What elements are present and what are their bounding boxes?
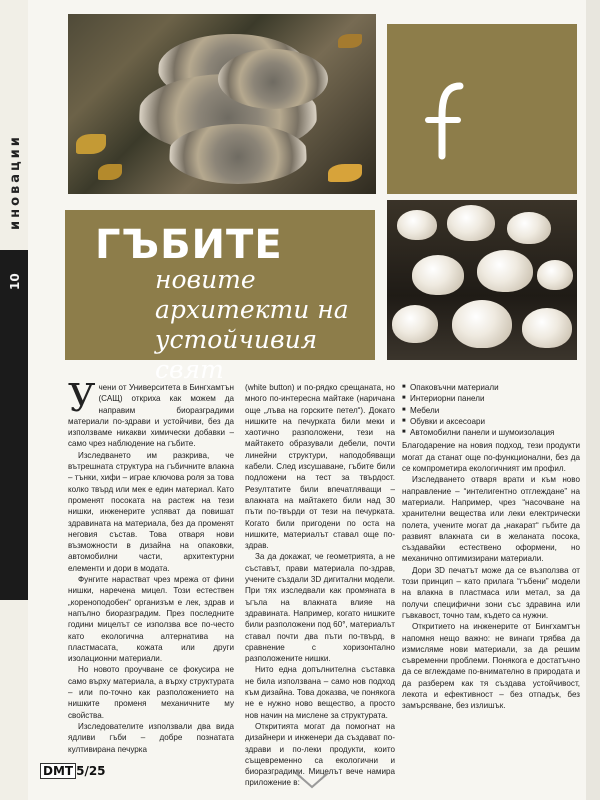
mushroom-cap [507, 212, 551, 244]
list-item: ■ Опаковъчни материали [402, 382, 580, 393]
mushroom-shelf [168, 124, 308, 184]
section-label: иновации [8, 134, 23, 230]
list-item: ■ Мебели [402, 405, 580, 416]
leaf [98, 164, 122, 180]
mushroom-cap [447, 205, 495, 241]
paragraph: чени от Университета в Бингхамтън (САЩ) откриха как можем да направим биоразградими материали по-здрави и устойчиви, без да използваме никакви химически добавки – само чрез наблюдение на гъбите. [68, 383, 234, 449]
leaf [328, 164, 362, 182]
page-edge [586, 0, 600, 800]
mushroom-shelf [218, 49, 328, 109]
paragraph: (white button) и по-рядко срещаната, но много по-интересна майтаке (наричана още „лъва на горските петел“). Докато нишките на печурката били меки и хаотично разположени, тези на майтакето образували дебели, почти линейни структури, наподобяващи кабели. След изсушаване, гъбите били подложени на тест за твърдост. Резултатите били впечатляващи – влакната на майтакето били над 30 пъти по-твърди от тези на печурката. Когато били пригодени по оста на нишките, материалът ставал още по-здрав. [245, 383, 395, 551]
page-number: 10 [8, 273, 22, 290]
chevron-down-icon [290, 765, 334, 795]
paragraph: Фунгите нарастват чрез мрежа от фини нишки, наречена мицел. Този естествен „кореноподобен“ организъм е лек, здрав и напълно биоразградим. През последните години мицелът се използва все по-често като екологична алтернатива на пластмасата, кожата или други изолационни материали. [68, 575, 234, 664]
list-item: ■ Обувки и аксесоари [402, 416, 580, 427]
side-dark-bar [0, 250, 28, 600]
list-item: ■ Автомобилни панели и шумоизолация [402, 427, 580, 438]
article-title: ГЪБИТЕ [95, 222, 283, 268]
leaf [338, 34, 362, 48]
white-mushrooms-photo [387, 200, 577, 360]
mushroom-cap [412, 255, 464, 295]
paragraph: Но новото проучване се фокусира не само върху материала, а върху структурата – или по-точно как разположението на нишките променя механичните му свойства. [68, 665, 234, 720]
mushroom-cap [477, 250, 533, 292]
mushroom-cap [397, 210, 437, 240]
leaf [76, 134, 106, 154]
paragraph: Изследването отваря врати и към ново направление – “интелигентно отглеждане” на материали. Например, чрез “насочване на хранителни вещества или леки електрически полета, учените могат да „накарат“ гъбите да развият влакната си в желаната посока, създавайки естествено оформени, но механично оптимизирани материали. [402, 475, 580, 564]
paragraph: Откритието на инженерите от Бингхамтън напомня нещо важно: не винаги трябва да измисляме нови материали, за да решим съвременни проблеми. Понякога е достатъчно да се вглеждаме по-внимателно в природата и да разберем как тя създава устойчивост, лекота и ефективност – без отпадък, без замърсяване, без излишък. [402, 622, 580, 711]
folio [40, 764, 106, 778]
paragraph: Нито една допълнителна съставка не била използвана – само нов подход към дизайна. Това доказва, че понякога не е нужно ново вещество, а просто нов начин на мислене за структурата. [245, 665, 396, 720]
paragraph: Откритията могат да помогнат на дизайнери и инженери да създават по-здрави и по-леки продукти, които същевременно са екологични и биоразградими. Мицелът вече намира приложение в: [245, 721, 395, 788]
issue-number: 5/25 [76, 764, 106, 778]
turkey-tail-photo [68, 14, 376, 194]
paragraph: Изследването им разкрива, че вътрешната структура на гъбичните влакна – тънки, хифи – играе ключова роля за това колко твърд или мек е един материал. Като променят посоката на растеж на тези нишки, инженерите успяват да повишат здравината на материала, без да променят неговия състав. Това отваря нови възможности в дизайна на опаковки, автомобилни части, архитектурни елементи и дори в модата. [68, 450, 234, 573]
text-column-1 [68, 376, 234, 755]
mushroom-cap [522, 308, 572, 348]
list-item: ■ Интериорни панели [402, 393, 580, 404]
magazine-logo: DMT [40, 763, 76, 779]
mushroom-cap [392, 305, 438, 343]
mushroom-cap [537, 260, 573, 290]
paragraph: Изследователите използвали два вида ядливи гъби – добре познатата култивирана печурка [68, 721, 234, 754]
paragraph: Благодарение на новия подход, тези продукти могат да станат още по-функционални, без да се компрометира екологичният им профил. [402, 441, 580, 474]
f-letter-icon [420, 80, 480, 160]
accent-box [387, 24, 577, 194]
application-list [402, 382, 580, 438]
paragraph: Дори 3D печатът може да се възползва от този принцип – като прилага “гъбени” модели на влакна в пластмаса или метал, за да получи специфични зони със здравина или гъвкавост, точно там, където са нужни. [402, 565, 580, 620]
text-column-2 [245, 382, 395, 789]
drop-cap: У [68, 376, 96, 420]
text-column-3 [402, 382, 580, 712]
article-subtitle: новите архитекти на устойчивия свят [155, 265, 349, 384]
paragraph: За да докажат, че геометрията, а не съставът, прави материала по-здрав, учените създали 3D дигитални модели. При тях изследвали как промяната в ъгъла на влакната влияе на здравината. Например, когато нишките били разположени под 60°, материалът ставал почти два пъти по-твърд, в сравнение с хоризонтално разположените нишки. [245, 552, 395, 664]
mushroom-cap [452, 300, 512, 348]
